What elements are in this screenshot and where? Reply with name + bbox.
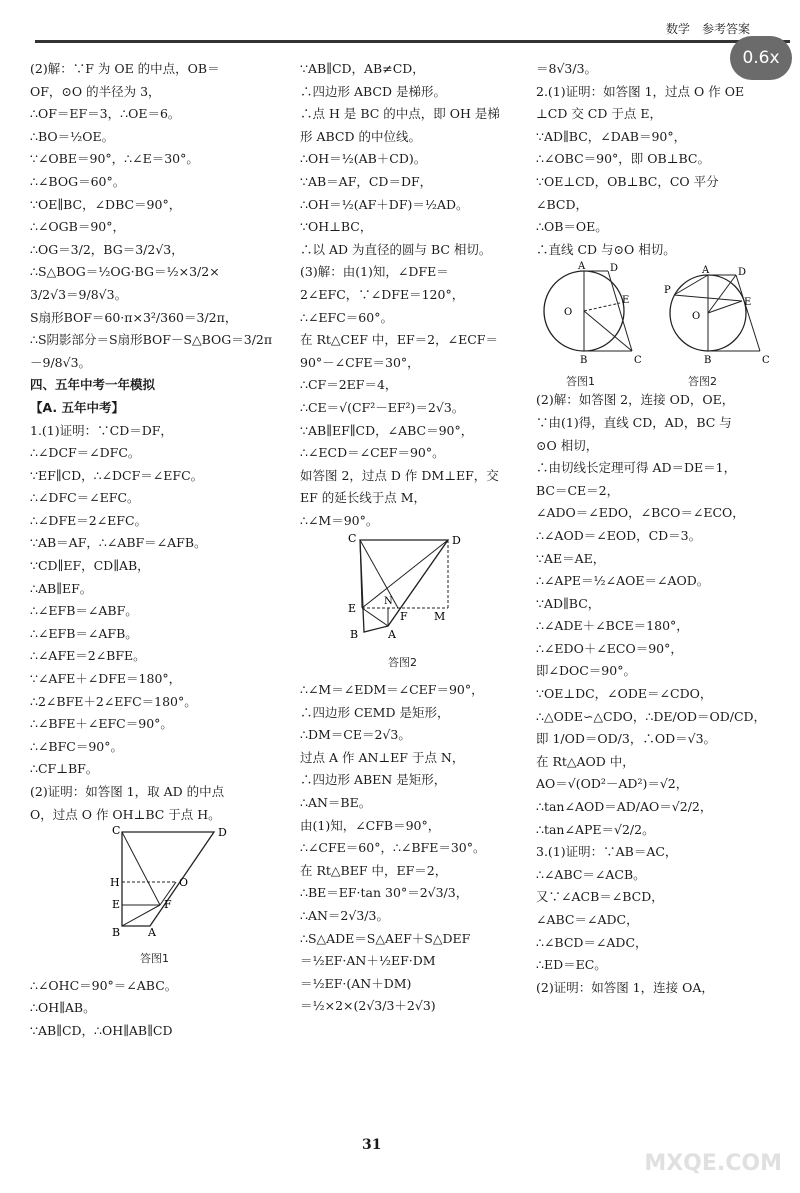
col2-line: 过点 A 作 AN⊥EF 于点 N， bbox=[300, 749, 465, 765]
col1-line: OF，⊙O 的半径为 3， bbox=[30, 83, 161, 99]
figure-3a-caption: 答图1 bbox=[566, 375, 595, 389]
col3-line: ∴∠ABC＝∠ACB。 bbox=[536, 866, 646, 882]
zoom-level-badge[interactable]: 0.6x bbox=[730, 36, 792, 80]
col1-line: O，过点 O 作 OH⊥BC 于点 H。 bbox=[30, 806, 221, 822]
fig3-label-A1: A bbox=[578, 261, 586, 273]
col2-line: ∴AN＝2√3/3。 bbox=[300, 908, 389, 923]
col1-line: ∴∠EFB＝∠ABF。 bbox=[30, 603, 138, 619]
col1-line: ∴∠OHC＝90°＝∠ABC。 bbox=[30, 977, 178, 993]
col2-line: ∴四边形 ABEN 是矩形， bbox=[300, 772, 447, 788]
col1-line: ∴CF⊥BF。 bbox=[30, 761, 99, 777]
col2-line: ∴OH＝½(AB＋CD)。 bbox=[300, 151, 427, 167]
col2-line: ∵AB∥CD，AB≠CD， bbox=[300, 61, 425, 76]
fig1-label-H: H bbox=[110, 876, 120, 890]
col2-line: ∴点 H 是 BC 的中点，即 OH 是梯 bbox=[300, 106, 500, 122]
col3-line: ∵AD∥BC， bbox=[536, 595, 601, 611]
col1-line: ∴BO＝½OE。 bbox=[30, 128, 115, 144]
col1-line: ∴∠BOG＝60°。 bbox=[30, 173, 126, 189]
col1-line: 四、五年中考一年模拟 bbox=[30, 377, 156, 393]
col1-line: ∴OG＝3/2，BG＝3/2√3， bbox=[30, 241, 184, 257]
fig3-label-C2: C bbox=[762, 355, 770, 367]
col1-line: 3/2√3＝9/8√3。 bbox=[30, 286, 128, 302]
col2-line: 由(1)知，∠CFB＝90°， bbox=[300, 817, 441, 833]
fig3-label-C1: C bbox=[634, 355, 642, 367]
col2-line: ∴∠M＝90°。 bbox=[300, 512, 379, 528]
col2-line: ∵OH⊥BC， bbox=[300, 219, 373, 235]
fig3-label-D2: D bbox=[738, 267, 747, 279]
col3-line: ∴ED＝EC。 bbox=[536, 957, 607, 973]
fig3-label-D1: D bbox=[610, 263, 619, 275]
column-right bbox=[536, 58, 776, 999]
col3-line: ∵AE＝AE， bbox=[536, 550, 606, 566]
col2-line: ＝½EF·(AN＋DM) bbox=[300, 975, 412, 991]
col1-line: 1.(1)证明：∵CD＝DF， bbox=[30, 422, 173, 438]
col2-line: ∴四边形 ABCD 是梯形。 bbox=[300, 83, 446, 99]
column-left bbox=[30, 58, 280, 1043]
col3-line: BC＝CE＝2， bbox=[536, 482, 620, 498]
figure-1-caption: 答图1 bbox=[140, 952, 169, 966]
col2-line: 2∠EFC，∵∠DFE＝120°， bbox=[300, 286, 465, 302]
fig2-label-D: D bbox=[452, 534, 461, 548]
col2-line: EF 的延长线于点 M， bbox=[300, 490, 427, 506]
col3-line: ∴∠AOD＝∠EOD，CD＝3。 bbox=[536, 527, 702, 543]
col3-line: ∵OE⊥DC，∠ODE＝∠CDO， bbox=[536, 686, 713, 702]
col3-line: ∠ABC＝∠ADC， bbox=[536, 912, 639, 927]
col1-line: ∴S阴影部分＝S扇形BOF－S△BOG＝3/2π bbox=[30, 332, 273, 348]
col3-line: ∴tan∠AOD＝AD/AO＝√2/2， bbox=[536, 799, 713, 815]
watermark-text: MXQE.COM bbox=[644, 1151, 782, 1176]
col3-line: 3.(1)证明：∵AB＝AC， bbox=[536, 844, 678, 860]
fig3-label-A2: A bbox=[702, 265, 710, 277]
col2-line: ∵AB∥EF∥CD，∠ABC＝90°， bbox=[300, 422, 474, 438]
col1-line: ∵CD∥EF，CD∥AB， bbox=[30, 558, 150, 574]
col2-line: 在 Rt△CEF 中，EF＝2，∠ECF＝ bbox=[300, 332, 498, 348]
fig2-label-C: C bbox=[348, 532, 357, 546]
col1-line: －9/8√3。 bbox=[30, 354, 92, 370]
col1-line: ∴∠BFC＝90°。 bbox=[30, 738, 124, 754]
col3-line: ⊥CD 交 CD 于点 E， bbox=[536, 106, 662, 122]
col2-line: ∴DM＝CE＝2√3。 bbox=[300, 727, 411, 743]
figure-3-svg bbox=[536, 263, 776, 371]
col3-line: ∴∠EDO＋∠ECO＝90°， bbox=[536, 640, 683, 656]
col3-line: ∴tan∠APE＝√2/2。 bbox=[536, 821, 655, 837]
col2-line: ∴∠ECD＝∠CEF＝90°。 bbox=[300, 445, 445, 461]
col1-line: ∴S△BOG＝½OG·BG＝½×3/2× bbox=[30, 264, 220, 280]
fig3-label-E2: E bbox=[744, 297, 752, 309]
col1-line: ∴∠BFE＋∠EFC＝90°。 bbox=[30, 716, 173, 732]
col2-line: ∴以 AD 为直径的圆与 BC 相切。 bbox=[300, 241, 492, 257]
fig2-label-M: M bbox=[434, 610, 446, 624]
col2-line: ∴CE＝√(CF²－EF²)＝2√3。 bbox=[300, 399, 465, 415]
col3-line: ∵AD∥BC，∠DAB＝90°， bbox=[536, 128, 687, 144]
col3-line: ∴∠BCD＝∠ADC， bbox=[536, 934, 648, 950]
figure-3b-caption: 答图2 bbox=[688, 375, 717, 389]
fig3-label-E1: E bbox=[622, 295, 630, 307]
col3-line: 即 1/OD＝OD/3，∴OD＝√3。 bbox=[536, 731, 717, 747]
col3-line: 2.(1)证明：如答图 1，过点 O 作 OE bbox=[536, 83, 745, 99]
figure-answer-3 bbox=[536, 261, 776, 389]
fig3-label-B1: B bbox=[580, 355, 588, 367]
col3-line: 又∵∠ACB＝∠BCD， bbox=[536, 889, 664, 905]
col3-line: ∴∠ADE＋∠BCE＝180°， bbox=[536, 618, 689, 634]
col1-line: ∵AB∥CD，∴OH∥AB∥CD bbox=[30, 1022, 173, 1038]
fig3-label-B2: B bbox=[704, 355, 712, 367]
col3-line: (2)证明：如答图 1，连接 OA， bbox=[536, 979, 714, 995]
col2-line: ∴S△ADE＝S△AEF＋S△DEF bbox=[300, 930, 471, 946]
col2-line: ∵AB＝AF，CD＝DF， bbox=[300, 173, 433, 189]
fig2-label-N: N bbox=[384, 596, 393, 608]
col1-line: ∴∠AFE＝2∠BFE。 bbox=[30, 648, 146, 664]
col1-line: ∴2∠BFE＋2∠EFC＝180°。 bbox=[30, 693, 197, 709]
col1-line: ∴∠OGB＝90°， bbox=[30, 219, 126, 235]
fig1-label-B: B bbox=[112, 926, 121, 940]
page-header bbox=[35, 18, 790, 43]
figure-2-caption: 答图2 bbox=[388, 656, 417, 670]
col3-line: ∴由切线长定理可得 AD＝DE＝1， bbox=[536, 460, 737, 476]
fig2-label-A: A bbox=[388, 628, 396, 642]
fig1-label-A: A bbox=[148, 926, 156, 940]
figure-2-svg bbox=[348, 534, 478, 652]
col3-line: ∠BCD， bbox=[536, 196, 588, 212]
header-title: 数学 参考答案 bbox=[665, 22, 750, 36]
col2-line: ∴AN＝BE。 bbox=[300, 795, 372, 811]
col1-line: 【A. 五年中考】 bbox=[30, 399, 125, 415]
col2-line: ∴∠EFC＝60°。 bbox=[300, 309, 393, 325]
col3-line: ∴△ODE∽△CDO，∴DE/OD＝OD/CD， bbox=[536, 708, 767, 724]
col3-line: 在 Rt△AOD 中， bbox=[536, 753, 635, 769]
col2-line: ∴∠CFE＝60°，∴∠BFE＝30°。 bbox=[300, 840, 486, 856]
fig3-label-P: P bbox=[664, 285, 671, 297]
col1-line: (2)证明：如答图 1，取 AD 的中点 bbox=[30, 784, 225, 799]
col2-line: ∴∠M＝∠EDM＝∠CEF＝90°， bbox=[300, 682, 484, 698]
col2-line: ＝½×2×(2√3/3＋2√3) bbox=[300, 998, 436, 1014]
col2-line: ∴BE＝EF·tan 30°＝2√3/3， bbox=[300, 885, 469, 901]
col3-line: ∴OB＝OE。 bbox=[536, 219, 608, 235]
col1-line: ∴AB∥EF。 bbox=[30, 580, 93, 596]
figure-answer-1 bbox=[110, 824, 280, 971]
fig2-label-B: B bbox=[350, 628, 359, 642]
figure-1-svg bbox=[110, 824, 242, 948]
col2-line: 形 ABCD 的中位线。 bbox=[300, 128, 421, 144]
col1-line: ∵EF∥CD，∴∠DCF＝∠EFC。 bbox=[30, 467, 204, 483]
col1-line: ∵OE∥BC，∠DBC＝90°， bbox=[30, 196, 182, 212]
col2-line: 90°－∠CFE＝30°， bbox=[300, 354, 420, 370]
figure-answer-2 bbox=[348, 534, 535, 675]
col3-line: ⊙O 相切， bbox=[536, 437, 599, 453]
col2-line: (3)解：由(1)知，∠DFE＝ bbox=[300, 264, 449, 280]
col3-line: ∴直线 CD 与⊙O 相切。 bbox=[536, 241, 676, 257]
col1-line: ∴OH∥AB。 bbox=[30, 1000, 96, 1016]
col1-line: ∵AB＝AF，∴∠ABF＝∠AFB。 bbox=[30, 535, 207, 551]
col3-line: (2)解：如答图 2，连接 OD，OE， bbox=[536, 392, 735, 408]
col1-line: ∵∠AFE＋∠DFE＝180°， bbox=[30, 671, 182, 687]
col1-line: S扇形BOF＝60·π×3²/360＝3/2π， bbox=[30, 309, 238, 325]
fig3-label-O2: O bbox=[692, 311, 701, 323]
col3-line: 即∠DOC＝90°。 bbox=[536, 663, 636, 679]
col1-line: ∴∠DCF＝∠DFC。 bbox=[30, 445, 141, 461]
fig1-label-O: O bbox=[179, 876, 189, 890]
site-watermark bbox=[612, 1100, 782, 1180]
col1-line: ∴∠EFB＝∠AFB。 bbox=[30, 625, 138, 641]
col2-line: ＝½EF·AN＋½EF·DM bbox=[300, 953, 436, 969]
col3-line: ∴∠APE＝½∠AOE＝∠AOD。 bbox=[536, 573, 710, 589]
col2-line: ∴OH＝½(AF＋DF)＝½AD。 bbox=[300, 196, 469, 212]
col3-line: ∵OE⊥CD，OB⊥BC，CO 平分 bbox=[536, 173, 719, 189]
col1-line: ∴OF＝EF＝3，∴OE＝6。 bbox=[30, 106, 181, 122]
column-middle bbox=[300, 58, 535, 1018]
fig2-label-E: E bbox=[348, 602, 357, 616]
col2-line: ∴CF＝2EF＝4， bbox=[300, 377, 398, 393]
col1-line: (2)解：∵F 为 OE 的中点，OB＝ bbox=[30, 61, 220, 76]
col1-line: ∴∠DFE＝2∠EFC。 bbox=[30, 512, 148, 528]
col1-line: ∴∠DFC＝∠EFC。 bbox=[30, 490, 140, 506]
col3-line: ＝8√3/3。 bbox=[536, 61, 598, 76]
col3-line: ∴∠OBC＝90°，即 OB⊥BC。 bbox=[536, 151, 710, 167]
col2-line: 在 Rt△BEF 中，EF＝2， bbox=[300, 862, 448, 878]
fig2-label-F: F bbox=[400, 610, 408, 624]
page-number: 31 bbox=[362, 1137, 382, 1153]
fig1-label-E: E bbox=[112, 898, 121, 912]
col3-line: ∵由(1)得，直线 CD，AD，BC 与 bbox=[536, 414, 732, 430]
fig3-label-O1: O bbox=[564, 307, 573, 319]
col2-line: ∴四边形 CEMD 是矩形， bbox=[300, 704, 450, 720]
fig1-label-C: C bbox=[112, 824, 121, 838]
col3-line: AO＝√(OD²－AD²)＝√2， bbox=[536, 776, 689, 792]
col3-line: ∠ADO＝∠EDO，∠BCO＝∠ECO， bbox=[536, 505, 745, 521]
fig1-label-F: F bbox=[164, 898, 172, 912]
fig1-label-D: D bbox=[218, 826, 227, 840]
col2-line: 如答图 2，过点 D 作 DM⊥EF，交 bbox=[300, 467, 499, 483]
col1-line: ∵∠OBE＝90°，∴∠E＝30°。 bbox=[30, 151, 199, 167]
